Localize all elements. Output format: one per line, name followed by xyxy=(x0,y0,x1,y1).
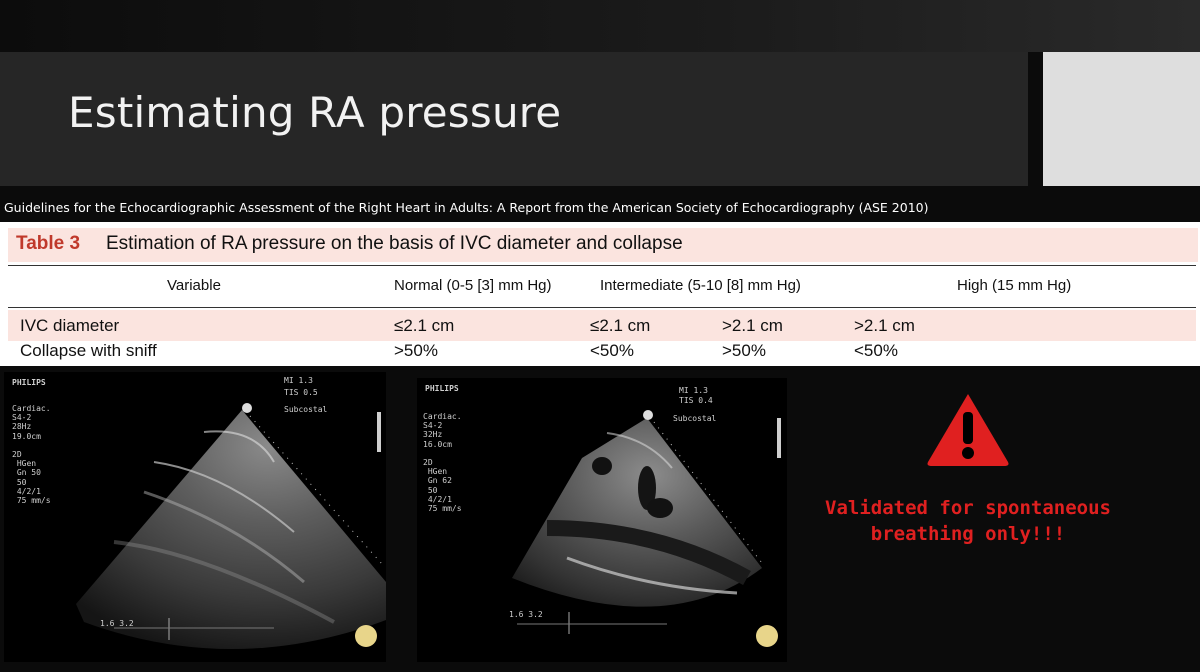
table-caption: Estimation of RA pressure on the basis of IVC diameter and collapse xyxy=(106,233,683,254)
ultrasound-brand-left: PHILIPS xyxy=(12,378,46,387)
header-high: High (15 mm Hg) xyxy=(957,277,1072,294)
ultrasound-scan-left xyxy=(4,372,386,662)
slide-title: Estimating RA pressure xyxy=(68,88,562,137)
ra-pressure-table xyxy=(0,222,1200,366)
table-cell: <50% xyxy=(854,341,898,360)
table-cell: >2.1 cm xyxy=(854,316,915,335)
decorative-gray-box xyxy=(1043,52,1200,186)
table-cell: >2.1 cm xyxy=(722,316,783,335)
citation: Guidelines for the Echocardiographic Assessment of the Right Heart in Adults: A Report from the American Society of Echocardiography (ASE 2010) xyxy=(4,200,929,215)
table-rule-header xyxy=(8,307,1196,308)
table-cell: ≤2.1 cm xyxy=(394,316,455,335)
tis-readout-right: TIS 0.4 xyxy=(679,396,713,405)
mi-readout-right: MI 1.3 xyxy=(679,386,708,395)
scale-readout-left: 1.6 3.2 xyxy=(100,619,134,628)
table-caption-bar xyxy=(8,228,1198,262)
tis-readout-left: TIS 0.5 xyxy=(284,388,318,397)
table-number: Table 3 xyxy=(16,233,81,254)
table-cell: <50% xyxy=(590,341,634,360)
ultrasound-brand-right: PHILIPS xyxy=(425,384,459,393)
warning-triangle-icon xyxy=(924,390,1012,468)
settings-panel-left: Cardiac. S4-2 28Hz 19.0cm 2D HGen Gn 50 50 4/2/1 75 mm/s xyxy=(12,404,51,506)
ultrasound-image-right xyxy=(417,378,787,662)
view-label-left: Subcostal xyxy=(284,405,328,414)
row-label-ivc-diameter: IVC diameter xyxy=(20,316,120,335)
settings-panel-right: Cardiac. S4-2 32Hz 16.0cm 2D HGen Gn 62 50 4/2/1 75 mm/s xyxy=(423,412,462,514)
header-intermediate: Intermediate (5-10 [8] mm Hg) xyxy=(600,277,801,294)
ultrasound-image-left xyxy=(4,372,386,662)
table-cell: >50% xyxy=(722,341,766,360)
warning-line-2: breathing only!!! xyxy=(870,523,1066,545)
warning-line-1: Validated for spontaneous xyxy=(825,497,1111,519)
table-cell: >50% xyxy=(394,341,438,360)
ultrasound-scan-right xyxy=(417,378,787,662)
table-rule-top xyxy=(8,265,1196,266)
mi-readout-left: MI 1.3 xyxy=(284,376,313,385)
table-cell: ≤2.1 cm xyxy=(590,316,651,335)
warning-message xyxy=(808,495,1128,547)
header-normal: Normal (0-5 [3] mm Hg) xyxy=(394,277,552,294)
view-label-right: Subcostal xyxy=(673,414,717,423)
row-label-collapse-with-sniff: Collapse with sniff xyxy=(20,341,157,360)
scale-readout-right: 1.6 3.2 xyxy=(509,610,543,619)
header-variable: Variable xyxy=(167,277,221,294)
top-gradient-band xyxy=(0,0,1200,52)
